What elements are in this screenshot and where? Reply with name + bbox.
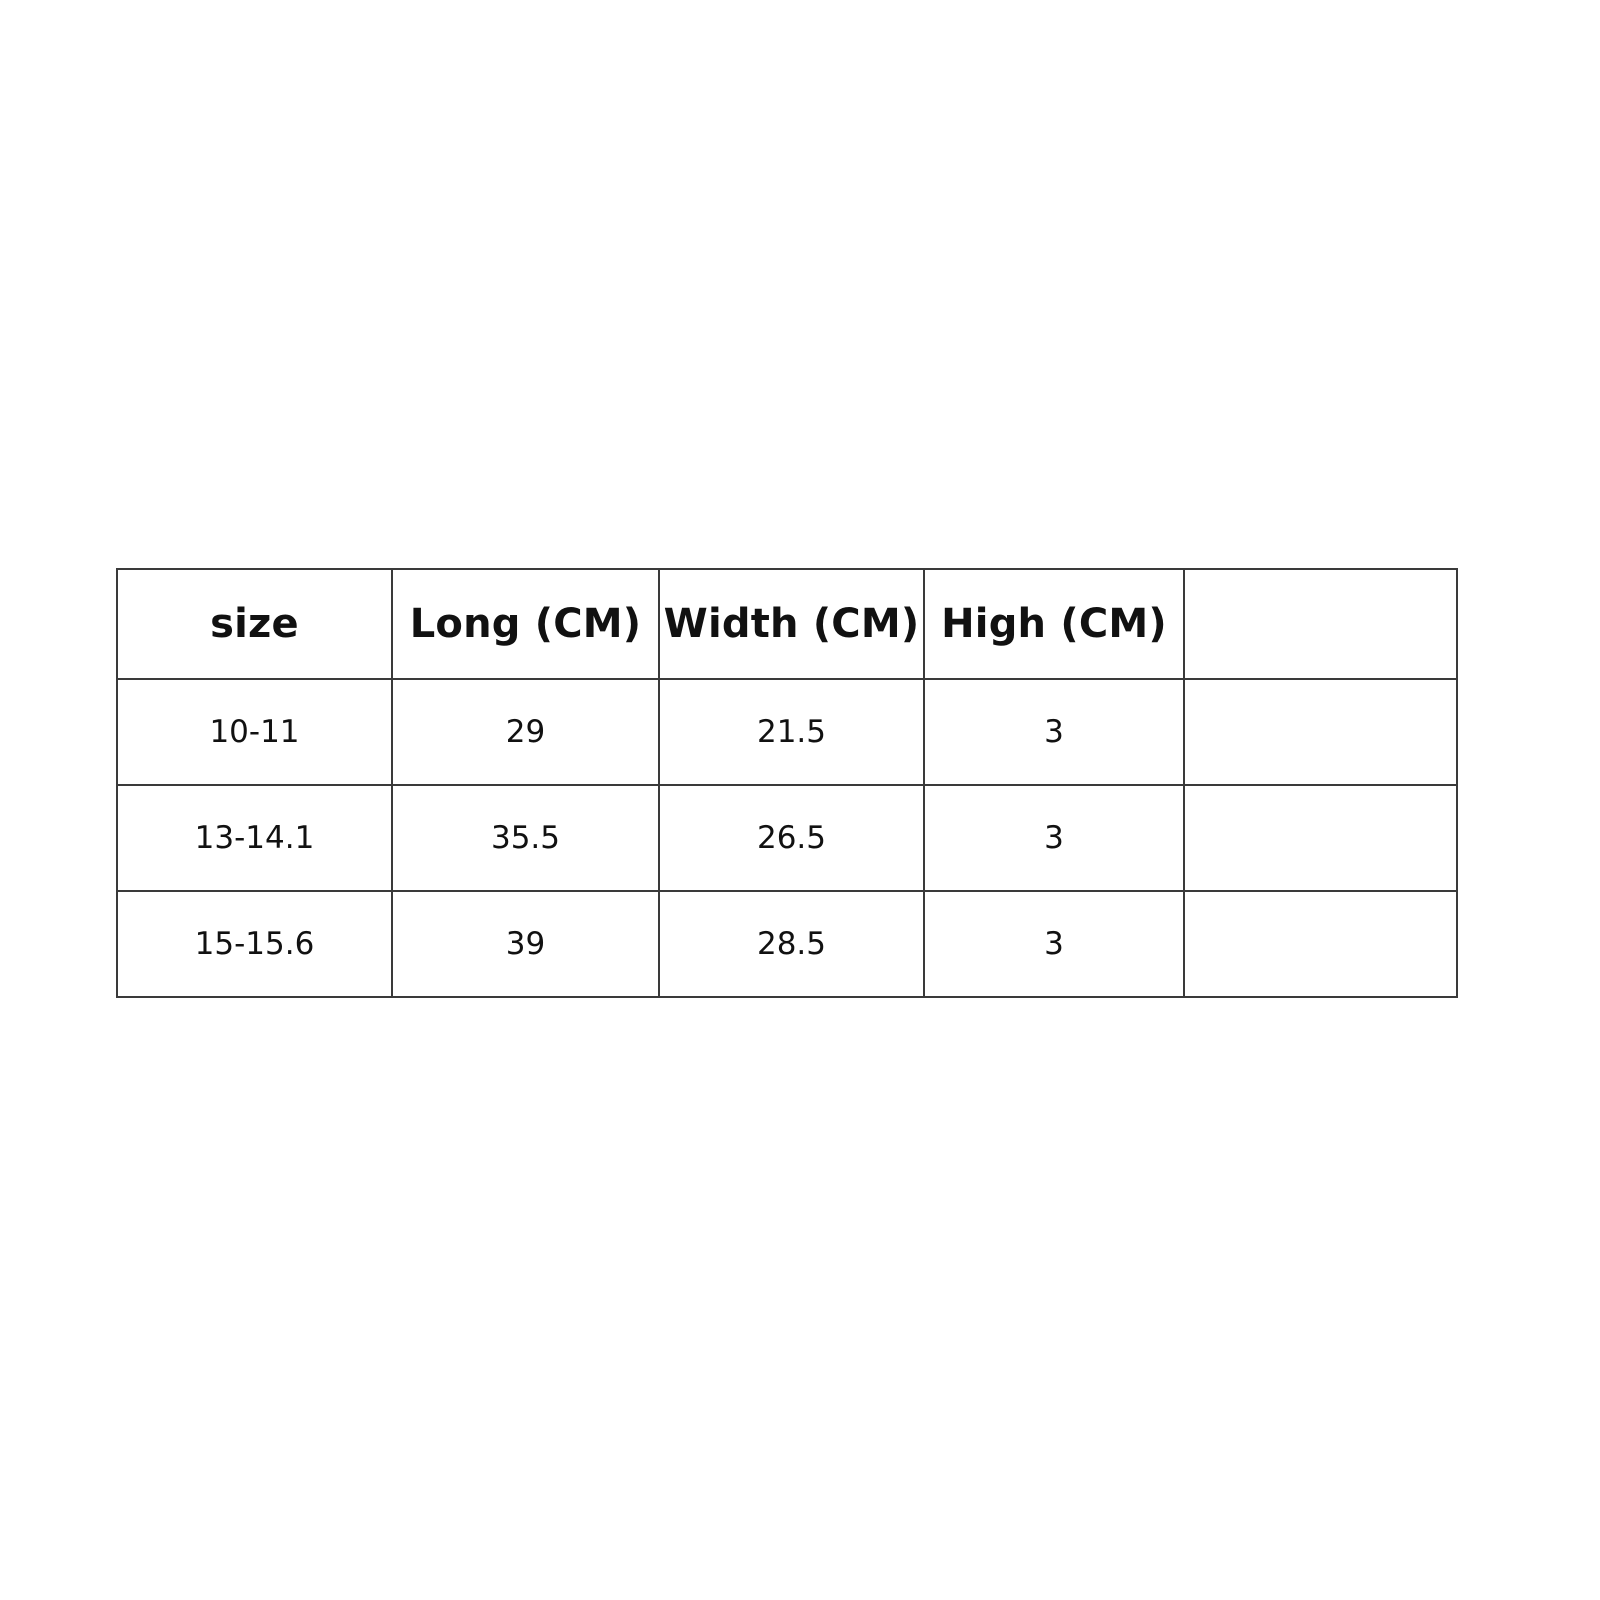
cell-width: 21.5 (659, 679, 924, 785)
cell-high: 3 (924, 785, 1184, 891)
table-row (117, 891, 1457, 997)
cell-size: 10-11 (117, 679, 392, 785)
column-header-high: High (CM) (924, 569, 1184, 679)
cell-long: 35.5 (392, 785, 659, 891)
size-chart-table (116, 568, 1458, 998)
cell-blank (1184, 891, 1457, 997)
column-header-long: Long (CM) (392, 569, 659, 679)
column-header-width: Width (CM) (659, 569, 924, 679)
cell-width: 26.5 (659, 785, 924, 891)
cell-high: 3 (924, 891, 1184, 997)
cell-blank (1184, 679, 1457, 785)
column-header-size: size (117, 569, 392, 679)
table-header-row (117, 569, 1457, 679)
table-row (117, 679, 1457, 785)
column-header-blank (1184, 569, 1457, 679)
cell-blank (1184, 785, 1457, 891)
cell-size: 15-15.6 (117, 891, 392, 997)
table-row (117, 785, 1457, 891)
cell-size: 13-14.1 (117, 785, 392, 891)
cell-long: 29 (392, 679, 659, 785)
size-chart-container (116, 568, 1456, 998)
cell-width: 28.5 (659, 891, 924, 997)
cell-high: 3 (924, 679, 1184, 785)
cell-long: 39 (392, 891, 659, 997)
